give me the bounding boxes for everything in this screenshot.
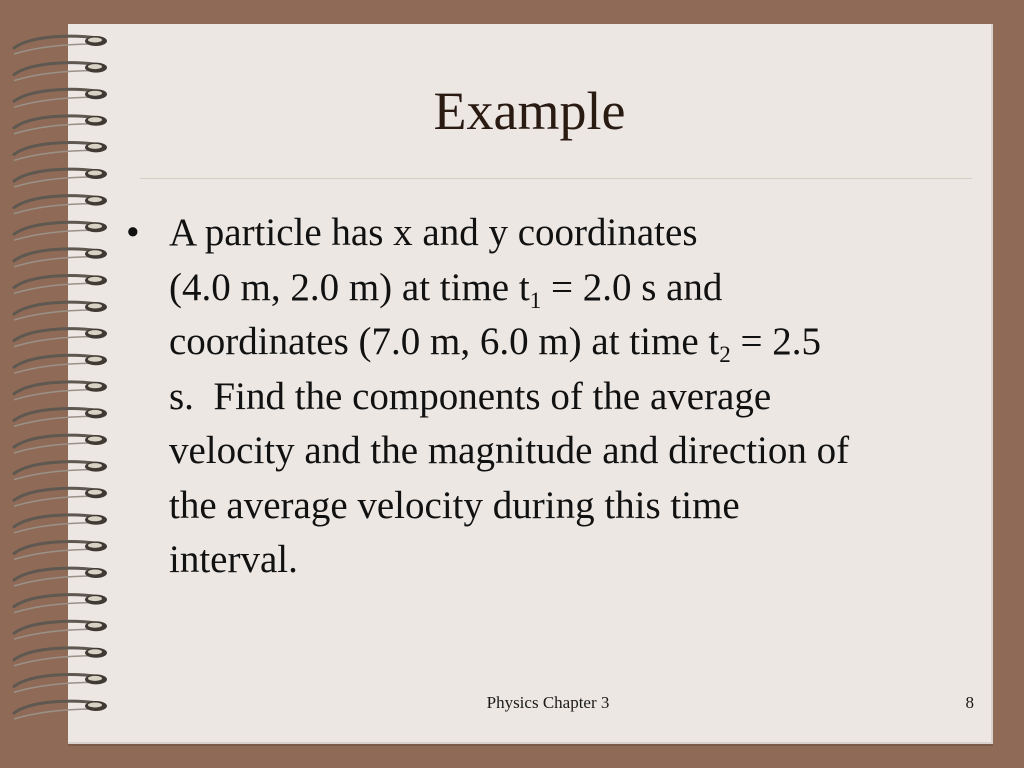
slide-title: Example — [433, 81, 626, 141]
title-divider — [140, 178, 972, 179]
problem-line-6: the average velocity during this time — [169, 483, 740, 527]
problem-line-2 — [169, 261, 976, 316]
footer-page-number: 8 — [965, 693, 974, 712]
problem-line-5: velocity and the magnitude and direction of — [169, 429, 850, 472]
problem-line-2-text: (4.0 m, 2.0 m) at time t — [169, 265, 530, 309]
bullet-list — [126, 206, 976, 588]
footer-chapter: Physics Chapter 3 — [486, 693, 610, 712]
problem-line-3 — [169, 315, 976, 370]
problem-line-1: A particle has x and y coordinates — [169, 211, 698, 254]
problem-line-7: interval. — [169, 538, 298, 581]
time-subscript-1: 1 — [529, 287, 542, 313]
bullet-dot: • — [126, 211, 140, 254]
bullet-item-problem — [126, 206, 976, 588]
problem-line-4: s. Find the components of the average — [169, 374, 772, 418]
problem-line-3-tail: = 2.5 — [730, 320, 821, 363]
problem-line-3-text: coordinates (7.0 m, 6.0 m) at time t — [169, 320, 720, 363]
problem-line-2-tail: = 2.0 s and — [541, 265, 723, 309]
time-subscript-2: 2 — [719, 342, 731, 367]
